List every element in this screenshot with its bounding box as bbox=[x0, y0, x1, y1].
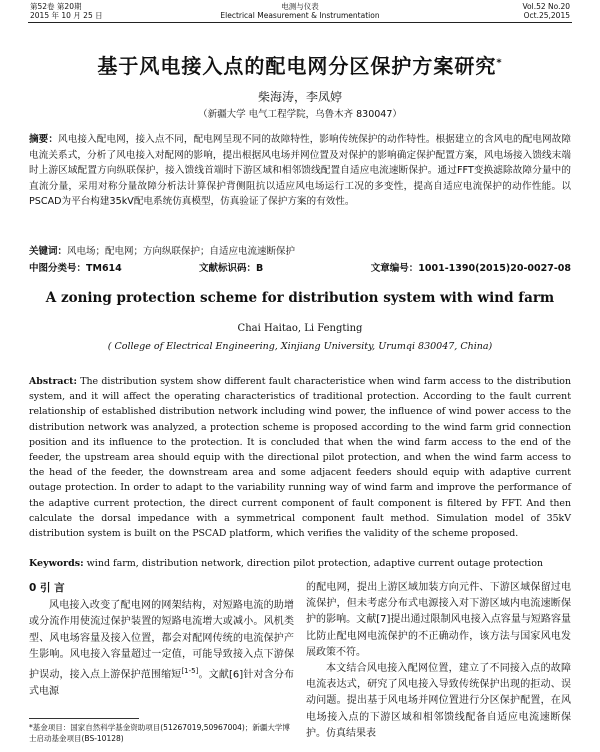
keywords-cn-label: 关键词： bbox=[29, 246, 68, 257]
title-footnote-mark: * bbox=[496, 57, 503, 69]
authors-cn: 柴海涛，李凤婷 bbox=[257, 90, 342, 104]
abstract-en-label: Abstract: bbox=[29, 376, 77, 387]
affiliation-cn: （新疆大学 电气工程学院，乌鲁木齐 830047） bbox=[198, 109, 402, 120]
citation-1-5: [1-5] bbox=[181, 667, 199, 676]
clc-number: 中图分类号：TM614 bbox=[29, 263, 122, 274]
body-column-right bbox=[306, 580, 571, 742]
abstract-cn-text: 风电接入配电网，接入点不同，配电网呈现不同的故障特性，影响传统保护的动作特性。根据建立的含风电的配电网故障电流关系式，分析了风电接入对配网的影响，提出根据风电场并网位置及对保护的影响确定保护配置方案，风电场接入馈线末端时上游区域配置方向纵联保护，接入馈线首端时下游区域和相邻馈线配置自适应电流速断保护。通过FFT变换滤除故障分量中的直流分量，采用对称分量故障分析法计算保护背侧阻抗以适应风电场运行工况的多变性，提高自适应电流保护的动作性能。以PSCAD为平台构建35kV配电系统仿真模型，仿真验证了保护方案的有效性。 bbox=[29, 134, 572, 207]
abstract-en bbox=[29, 374, 571, 541]
header-rule bbox=[28, 22, 572, 23]
intro-paragraph-1: 风电接入改变了配电网的网架结构，对短路电流的助增或分流作用使流过保护装置的短路电流增大或减小。风机类型、风电场容量及接入位置，都会对配网传统的电流保护产生影响。风电接入容量超过一定值，可能导致接入点下游保护误动，接入点上游保护范围缩短[1-5]。文献[6]针对含分布式电源 bbox=[29, 600, 294, 697]
document-code: 文献标识码：B bbox=[199, 263, 264, 274]
affiliation-en: ( College of Electrical Engineering, Xinjiang University, Urumqi 830047, China) bbox=[107, 341, 493, 352]
journal-name-cn: 电测与仪表 bbox=[281, 2, 319, 11]
paper-title-en: A zoning protection scheme for distribution system with wind farm bbox=[45, 290, 555, 306]
keywords-en bbox=[29, 558, 571, 569]
header-right bbox=[522, 2, 570, 20]
classification-line bbox=[29, 260, 571, 274]
header-center bbox=[0, 2, 600, 20]
article-number: 文章编号：1001-1390(2015)20-0027-08 bbox=[370, 263, 571, 274]
footnote-funding: *基金项目：国家自然科学基金资助项目(51267019,50967004)；新疆大学博士启动基金项目(BS-10128) bbox=[29, 723, 290, 743]
intro-paragraph-2: 本文结合风电接入配网位置，建立了不同接入点的故障电流表达式，研究了风电接入导致传统保护出现的拒动、误动问题。提出基于风电场并网位置进行分区保护配置，在风电场接入点的下游区域和相邻馈线配备自适应电流速断保护。仿真结果表 bbox=[306, 663, 571, 739]
section-heading-intro: 0 引 言 bbox=[29, 582, 65, 594]
keywords-en-text: wind farm, distribution network, direction pilot protection, adaptive current outage protection bbox=[86, 558, 544, 569]
journal-volume: 第52卷 第20期 bbox=[30, 2, 82, 11]
journal-name-en: Electrical Measurement & Instrumentation bbox=[220, 11, 380, 20]
journal-date-en: Oct.25,2015 bbox=[523, 11, 570, 20]
abstract-cn bbox=[29, 132, 571, 210]
body-column-left bbox=[29, 580, 294, 700]
footnote-rule bbox=[29, 718, 139, 719]
authors-en: Chai Haitao, Li Fengting bbox=[237, 323, 363, 334]
abstract-en-text: The distribution system show different fault characteristice when wind farm access to the distribution system, and it will affect the operating characteristics of traditional protection. According to the fault current relationship of established distribution network including wind power, the influence of wind power access to the distribution network was analyzed, a protection scheme is proposed according to the wind farm grid connection position and its influence to the protection. It is concluded that when the wind farm access to the end of the feeder, the upstream area should equip with the directional pilot protection, and when the wind farm access to the head of the feeder, the downstream area and some adjacent feeders should equip with adaptive current outage protection. In order to adapt to the variability running way of wind farm and improve the performance of the adaptive current protection, the direct current component of fault component is filtered by FFT. And then calculate the dorsal impedance with a symmetrical component fault method. Simulation model of 35kV distribution system is built on the PSCAD platform, which verifies the validity of the scheme proposed. bbox=[29, 376, 571, 540]
journal-date: 2015 年 10 月 25 日 bbox=[30, 11, 103, 20]
abstract-cn-label: 摘要： bbox=[29, 134, 59, 145]
intro-paragraph-1-cont: 的配电网，提出上游区域加装方向元件、下游区域保留过电流保护，但未考虑分布式电源接入对下游区域内电流速断保护的影响。文献[7]提出通过限制风电接入点容量与短路容量比防止配电网电流保护的不正确动作，该方法与国家风电发展政策不符。 bbox=[306, 582, 571, 658]
keywords-cn bbox=[29, 243, 571, 257]
paper-title-cn: 基于风电接入点的配电网分区保护方案研究* bbox=[97, 54, 503, 78]
journal-issue: Vol.52 No.20 bbox=[522, 2, 570, 11]
keywords-en-label: Keywords: bbox=[29, 558, 84, 569]
keywords-cn-text: 风电场；配电网；方向纵联保护；自适应电流速断保护 bbox=[67, 246, 296, 257]
